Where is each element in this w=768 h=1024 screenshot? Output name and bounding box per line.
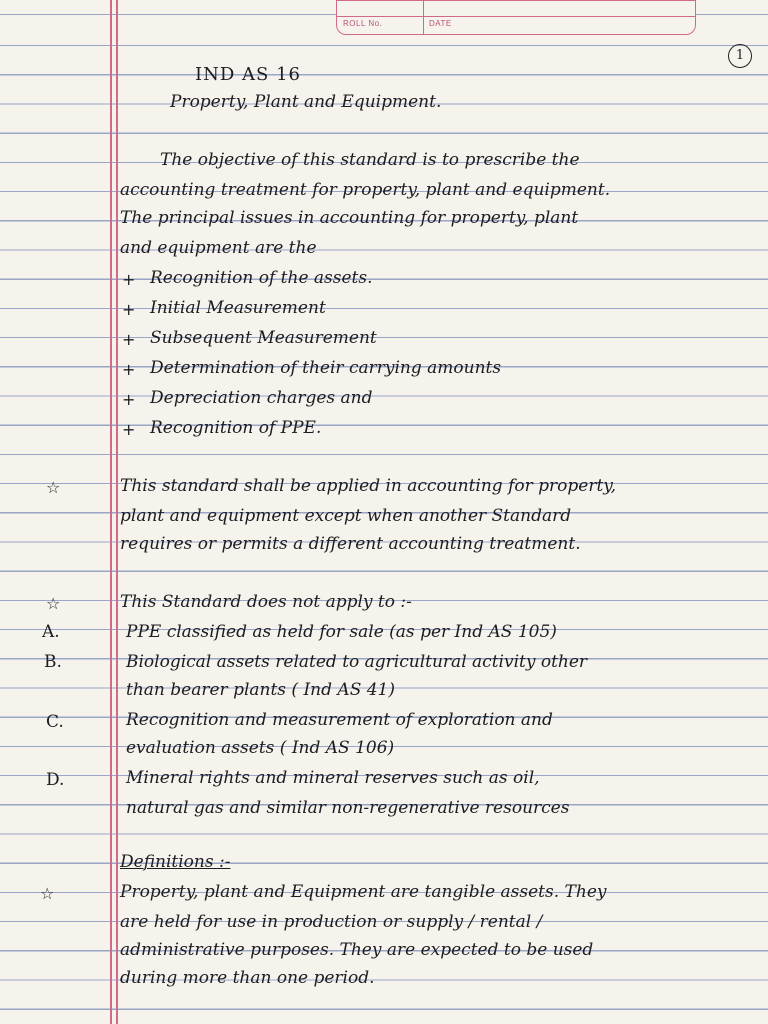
issue-item: Subsequent Measurement: [150, 328, 377, 348]
definition-line: Property, plant and Equipment are tangible assets. They: [120, 882, 607, 902]
page-number: 1: [728, 44, 752, 68]
star-icon: ☆: [46, 478, 61, 497]
not-apply-item: Mineral rights and mineral reserves such as oil,: [126, 768, 540, 788]
roll-label: ROLL No.: [343, 19, 383, 28]
issue-item: Depreciation charges and: [150, 388, 373, 408]
star-icon: ☆: [40, 884, 55, 903]
item-label: C.: [46, 712, 64, 732]
scope-line: requires or permits a different accounting treatment.: [120, 534, 581, 554]
scope-line: This standard shall be applied in accounting for property,: [120, 476, 617, 496]
issue-item: Recognition of PPE.: [150, 418, 322, 438]
issue-bullet: +: [122, 390, 136, 409]
not-apply-item: Biological assets related to agricultural activity other: [126, 652, 588, 672]
header-box: [336, 0, 696, 35]
issue-bullet: +: [122, 270, 136, 289]
not-apply-item: evaluation assets ( Ind AS 106): [126, 738, 395, 758]
star-icon: ☆: [46, 594, 61, 613]
left-margin-line-2: [116, 0, 118, 1024]
left-margin-line: [110, 0, 112, 1024]
issue-bullet: +: [122, 360, 136, 379]
issue-item: Initial Measurement: [150, 298, 326, 318]
definition-line: during more than one period.: [120, 968, 375, 988]
definitions-heading: Definitions :-: [120, 852, 231, 872]
issue-item: Recognition of the assets.: [150, 268, 373, 288]
issue-bullet: +: [122, 420, 136, 439]
item-label: D.: [46, 770, 65, 790]
intro-line: The principal issues in accounting for property, plant: [120, 208, 579, 228]
not-apply-heading: This Standard does not apply to :-: [120, 592, 412, 612]
date-label: DATE: [429, 19, 452, 28]
not-apply-item: than bearer plants ( Ind AS 41): [126, 680, 396, 700]
definition-line: are held for use in production or supply / rental /: [120, 912, 543, 932]
not-apply-item: natural gas and similar non-regenerative resources: [126, 798, 570, 818]
issue-bullet: +: [122, 300, 136, 319]
intro-line: accounting treatment for property, plant and equipment.: [120, 180, 611, 200]
not-apply-item: PPE classified as held for sale (as per Ind AS 105): [126, 622, 557, 642]
intro-line: The objective of this standard is to prescribe the: [160, 150, 580, 170]
issue-item: Determination of their carrying amounts: [150, 358, 502, 378]
not-apply-item: Recognition and measurement of exploration and: [126, 710, 553, 730]
definition-line: administrative purposes. They are expected to be used: [120, 940, 594, 960]
issue-bullet: +: [122, 330, 136, 349]
intro-line: and equipment are the: [120, 238, 317, 258]
page-title: IND AS 16: [195, 64, 301, 85]
scope-line: plant and equipment except when another Standard: [120, 506, 572, 526]
item-label: A.: [42, 622, 60, 642]
item-label: B.: [44, 652, 62, 672]
page-subtitle: Property, Plant and Equipment.: [170, 92, 442, 112]
